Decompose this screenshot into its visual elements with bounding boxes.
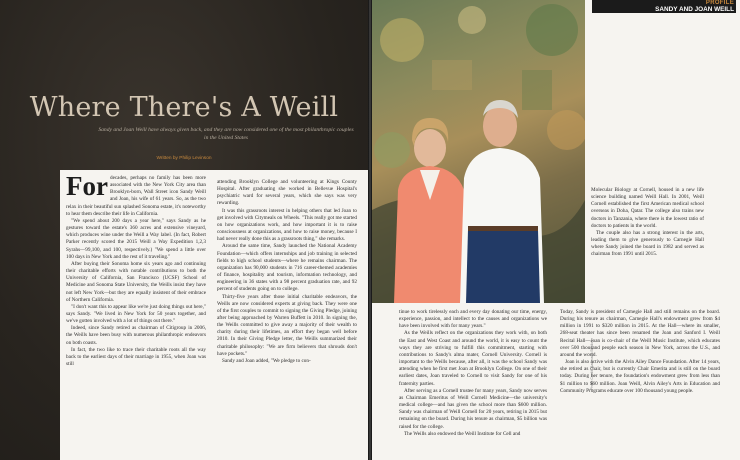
paragraph: "We spend about 200 days a year here," says Sandy as he gestures toward the estate's 360 acres and extensive vineyard, which produces wine under the Weill a Way label. (In fact, Robert Parker recently scored the 2015 Weill a Way Expedition 1,2,3 Syrahs—99,100, and 100, respectively.) "We spend a little over 100 days in New York and the rest of it traveling." <box>66 217 206 260</box>
article-title: Where There's A Weill <box>29 92 339 123</box>
paragraph: In fact, the two like to trace their charitable roots all the way back to the earliest days of their marriage in 1955, when Joan was still <box>66 346 206 368</box>
article-byline: Written by Philip Levinson <box>156 156 212 161</box>
paragraph: The Weills also endowed the Weill Institute for Cell and <box>404 430 521 437</box>
couple-illustration <box>372 0 585 303</box>
paragraph: tinue to work tirelessly each and every day donating our time, energy, experience, passion, and intellect to the causes and organizations we have been involved with for many years." <box>399 309 547 330</box>
paragraph: The couple also has a strong interest in the arts, leading them to give generously to Carnegie Hall where Sandy joined the board in 1982 and served as chairman from 1991 until 2015. <box>591 229 704 258</box>
paragraph: After serving as a Cornell trustee for many years, Sandy now serves as Chairman Emeritus of Weill Cornell Medicine—the university's medical college—and has given the school more than $600 million. Sandy was chairman of Weill Cornell for 20 years, retiring in 2015 but remaining on the board. During his tenure as chairman, $5 billion was raised for the college. <box>399 387 547 430</box>
text-column-2 <box>217 179 357 460</box>
article-subtitle: Sandy and Joan Weill have always given back, and they are now considered one of the most philanthropic couples in the United States <box>98 127 354 141</box>
paragraph: "I don't want this to appear like we're just doing things out here," says Sandy. "We lived in New York for 50 years together, and we've gotten involved with a lot of things out there." <box>66 303 206 325</box>
text-column-5 <box>560 309 720 459</box>
paragraph: Indeed, since Sandy retired as chairman of Citigroup in 2006, the Weills have been busy with numerous philanthropic endeavors on both coasts. <box>66 325 206 346</box>
paragraph: Around the same time, Sandy launched the National Academy Foundation—which offers internships and job training in selected fields to high school students—where he remains chairman. The organization has 90,000 students in 716 career-themed academies of finance, hospitality and tourism, information technology, and engineering in 36 states with a 98 percent graduation rate, and 92 percent of students going on to college. <box>217 243 357 293</box>
paragraph: It was this grassroots interest in helping others that led Joan to get involved with Citymeals on Wheels. "This really got me started on how organizations work, and how important it is to raise consciousness at organizations, and how to raise money, because I had never really done this as a grassroots thing," she remarks. <box>217 207 357 243</box>
paragraph: decades, perhaps no family has been more associated with the New York City area than Brooklyn-born, Wall Street icon Sandy Weill and Joan, his wife of 61 years. So, as the two relax in their beautiful sun splashed Sonoma estate, it's noteworthy to hear them describe their life in California. <box>66 175 206 217</box>
section-header <box>592 0 736 13</box>
paragraph: After buying their Sonoma home six years ago and continuing their charitable efforts with notable contributions to both the University of California, San Francisco (UCSF) School of Medicine and Sonoma State University, the Weills insist they have not left New York—but they are equally insistent of their embrace of Northern California. <box>66 260 206 303</box>
drop-cap: For <box>66 175 108 201</box>
text-column-1 <box>66 175 206 460</box>
paragraph: Joan is also active with the Alvin Ailey Dance Foundation. After 14 years, she retired as chair, but is currently Chair Emerita and is still on the board today. During her tenure, the foundation's endowment grew from less than $1 million to $60 million. Joan Weill, Alvin Ailey's Arts in Education and Community Programs educate over 100 thousand young people. <box>560 359 720 394</box>
paragraph: As the Weills reflect on the organizations they work with, on both the East and West Coast and around the world, it is easy to count the ways they are striving to fulfill this commitment, starting with contributions to Sandy's alma mater, Cornell University. Cornell is important to the Weills because, after all, it was the school Sandy was attending when he first met Joan at Brooklyn College. On one of their earliest dates, Joan traveled to Cornell to visit Sandy for one of his fraternity parties. <box>399 330 547 387</box>
right-page <box>372 0 740 460</box>
text-column-3 <box>399 309 547 459</box>
section-label: PROFILE <box>705 0 734 6</box>
paragraph: Sandy and Joan added, "We pledge to con- <box>222 357 311 364</box>
paragraph: attending Brooklyn College and volunteering at Kings County Hospital. After graduating she worked in Bellevue Hospital's psychiatric ward for several years, which she says was very rewarding. <box>217 179 357 207</box>
text-column-4 <box>591 187 704 307</box>
section-name: SANDY AND JOAN WEILL <box>655 6 734 13</box>
text-panel <box>60 170 368 460</box>
paragraph: Today, Sandy is president of Carnegie Hall and still remains on the board. During his tenure as chairman, Carnegie Hall's endowment grew from $4 million in 1991 to $320 million in 2015. At the Hall—where its smaller, 268-seat theater has since been renamed the Joan and Sanford I. Weill Recital Hall—Joan is co-chair of the Weill Music Institute, which educates over 500 thousand people each season in New York, across the U.S., and around the world. <box>560 309 720 358</box>
photo-credit: Photo Credit: Bachrach Studios <box>590 339 594 390</box>
paragraph: Molecular Biology at Cornell, housed in a new life science building named Weill Hall. In 2001, Weill Cornell established the first American medical school overseas in Doha, Qatar. The college also trains new doctors in Tanzania, where there is the lowest ratio of doctors to patients in the world. <box>591 187 704 229</box>
couple-photo <box>372 0 585 303</box>
left-page <box>0 0 368 460</box>
paragraph: Thirty-five years after those initial charitable endeavors, the Weills are now considered experts at giving back. They were one of the first couples to commit to signing the Giving Pledge, joining after being approached by Warren Buffett in 2010. In signing the, the Weills committed to give away a majority of their wealth to charity during their lifetimes, an effort they began well before 2010. In their Giving Pledge letter, the Weills summarized their charitable philosophy: "We are firm believers that shrouds don't have pockets." <box>217 293 357 357</box>
